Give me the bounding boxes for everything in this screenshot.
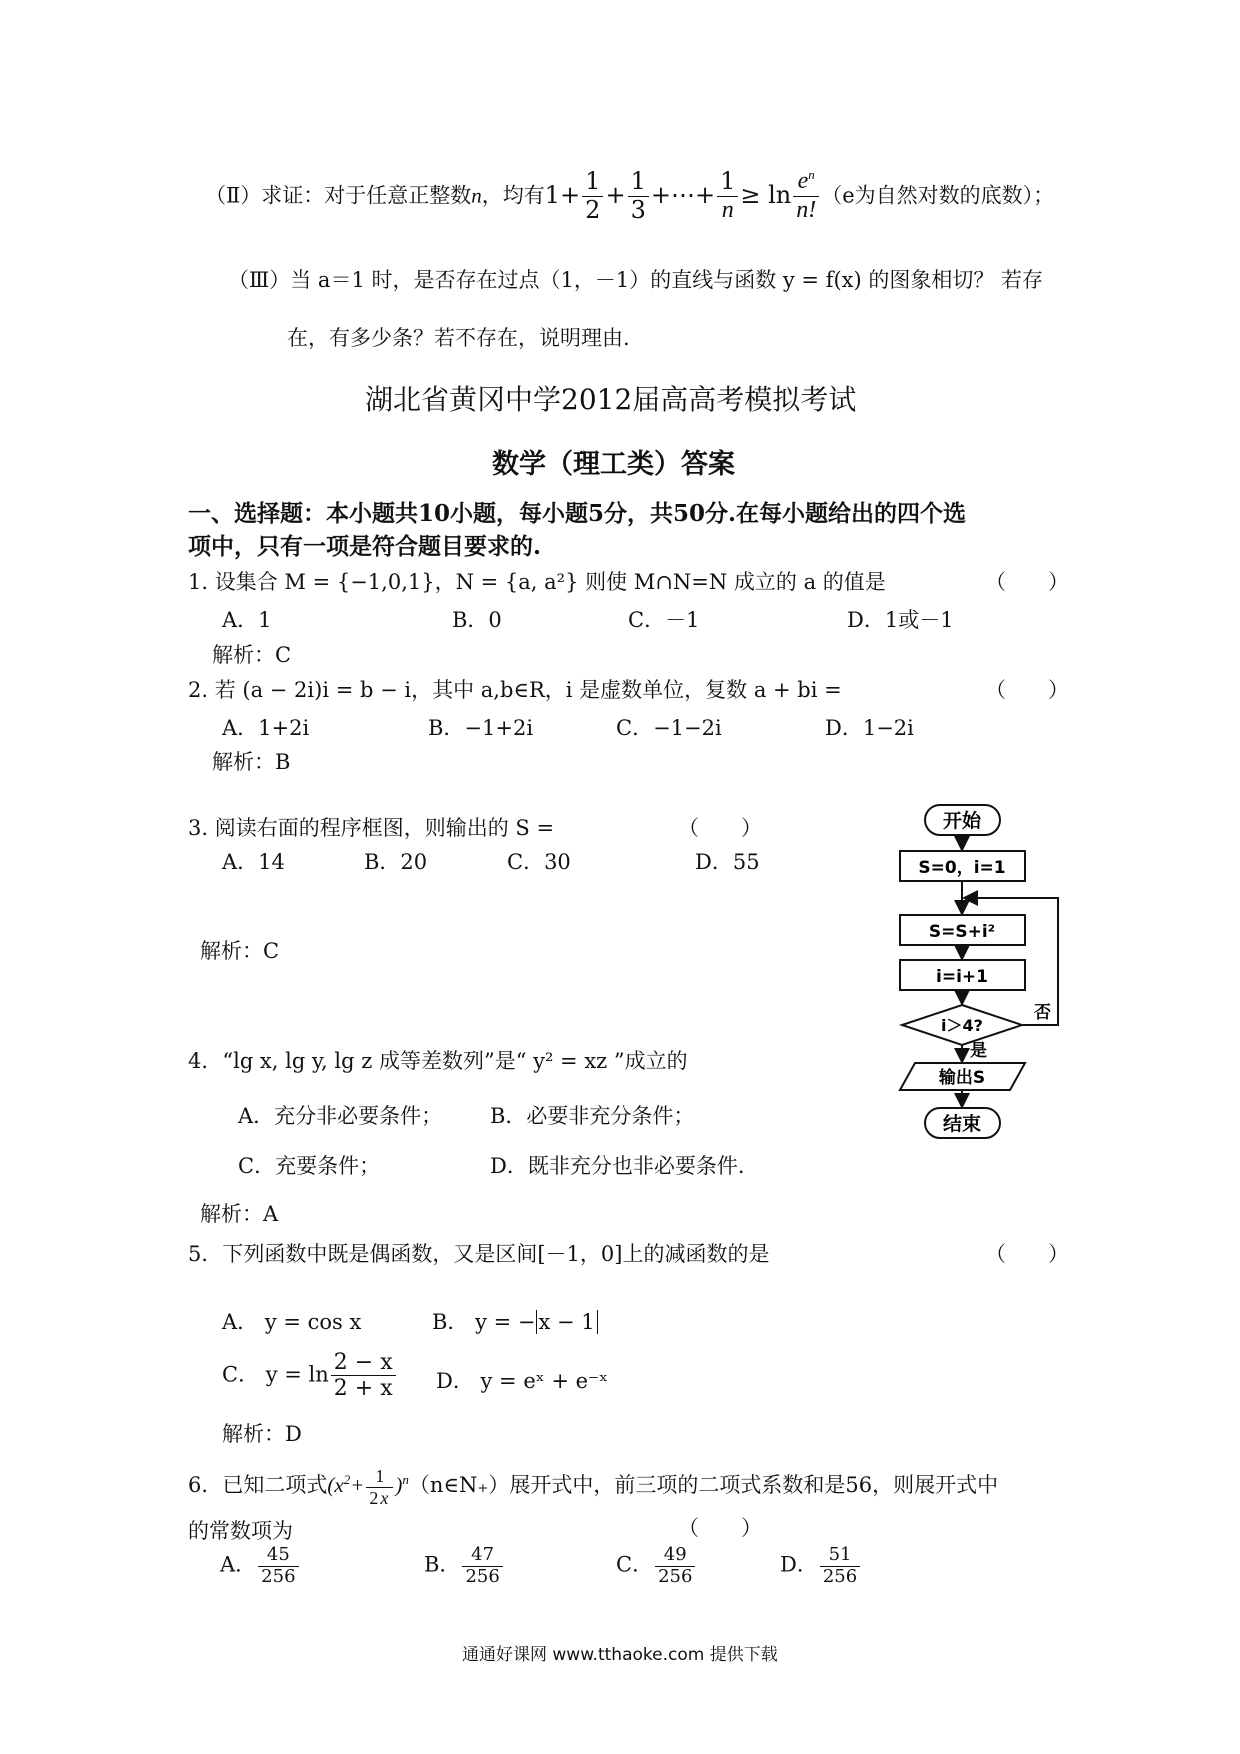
q4-option-c: C．充要条件； [238,1154,381,1178]
flow-no-label: 否 [1034,1003,1051,1023]
q2-answer: 解析：B [212,750,291,774]
q6-stem-suffix: （n∈N₊）展开式中，前三项的二项式系数和是56，则展开式中 [408,1473,999,1497]
q6-stem-prefix: 6．已知二项式 [188,1473,328,1497]
q6-binomial: ($x^2+$ $\frac{1}{2 x}$ )$^n$ [327,1466,409,1508]
svg-text:S=S+i²: S=S+i² [928,922,996,942]
svg-text:i=i+1: i=i+1 [936,967,988,987]
flow-start [925,805,1000,835]
q5-option-a: A． y = cos x [222,1310,362,1334]
q6-stem [188,1455,998,1510]
q2-option-b: B．−1+2i [428,716,534,740]
page-footer: 通通好课网 www.tthaoke.com 提供下载 [462,1645,778,1665]
svg-text:S=0，i=1: S=0，i=1 [918,858,1006,878]
section-heading-line2: 项中，只有一项是符合题目要求的. [188,533,542,560]
q2-stem: 2. 若 (a − 2i)i = b − i，其中 a,b∈R，i 是虚数单位，复数 a + bi = [188,678,842,702]
q3-option-b: B．20 [364,850,428,874]
q5-option-b-prefix: B． y = − [432,1310,536,1334]
part2-line [205,168,1054,224]
flow-update-s [900,915,1025,945]
q1-option-c: C．－1 [628,608,700,632]
page-subtitle: 数学（理工类）答案 [492,449,735,480]
q4-option-b: B．必要非充分条件； [490,1104,695,1128]
flowchart [880,800,1080,1170]
q6-option-b: B． $\frac{47}{256}$ [424,1545,505,1587]
q5-option-c [222,1350,398,1402]
q5-option-c-prefix: C． y = ln [222,1362,329,1387]
q5-paren: （ ） [985,1242,1069,1266]
q5-option-d: D． y = eˣ + e⁻ˣ [436,1369,609,1393]
q5-option-c-den: 2 + x [333,1376,393,1402]
q3-paren: （ ） [678,816,762,840]
q2-paren: （ ） [985,678,1069,702]
page-title: 湖北省黄冈中学2012届高高考模拟考试 [365,383,857,416]
q2-option-a: A．1+2i [222,716,310,740]
svg-text:结束: 结束 [942,1113,982,1135]
q4-option-a: A．充分非必要条件； [238,1104,443,1128]
flow-condition [902,1005,1022,1045]
flow-update-i [900,960,1025,990]
q5-option-b [432,1306,598,1336]
part2-n: n [471,183,482,208]
flow-init [900,851,1025,881]
part2-suffix: （e为自然对数的底数）； [821,183,1055,208]
q3-answer: 解析：C [200,939,280,963]
part2-prefix: （Ⅱ）求证：对于任意正整数 [205,183,472,208]
q3-option-d: D．55 [695,850,760,874]
q3-option-c: C．30 [507,850,571,874]
part3-line1: （Ⅲ）当 a＝1 时，是否存在过点（1，－1）的直线与函数 y = f(x) 的图象相切？ 若存 [228,268,1044,292]
q5-answer: 解析：D [222,1422,302,1446]
q4-option-d: D．既非充分也非必要条件. [490,1154,745,1178]
q1-option-a: A．1 [222,608,272,632]
q2-option-c: C．−1−2i [616,716,722,740]
svg-text:i＞4?: i＞4? [941,1016,983,1035]
q1-answer: 解析：C [212,643,292,667]
q1-paren: （ ） [985,570,1069,594]
svg-text:输出S: 输出S [938,1068,986,1088]
section-heading-line1: 一、选择题：本小题共10小题，每小题5分，共50分.在每小题给出的四个选 [188,500,967,527]
q4-stem: 4．“lg x, lg y, lg z 成等差数列”是“ y² = xz ”成立的 [188,1049,688,1073]
q1-option-d: D．1或－1 [847,608,954,632]
flow-output [900,1063,1025,1090]
q2-option-d: D．1−2i [825,716,914,740]
q6-option-d: D． $\frac{51}{256}$ [780,1545,862,1587]
q6-option-c: C． $\frac{49}{256}$ [616,1545,697,1587]
svg-text:开始: 开始 [942,810,982,832]
q3-option-a: A．14 [222,850,285,874]
q6-paren: （ ） [678,1516,762,1540]
q5-stem: 5．下列函数中既是偶函数，又是区间[－1，0]上的减函数的是 [188,1242,770,1266]
part2-formula: 1+ $\frac{1}{2}$ + $\frac{1}{3}$ +⋯+ $\frac{1}{n}$ ≥ ln $\frac{e^n}{n!}$ [545,181,821,209]
q1-stem: 1. 设集合 M = {−1,0,1}，N = {a, a²} 则使 M∩N=N 成立的 a 的值是 [188,570,886,594]
part3-line2: 在，有多少条？若不存在，说明理由. [287,326,630,350]
q6-stem-line2: 的常数项为 [188,1519,293,1543]
q3-stem: 3. 阅读右面的程序框图，则输出的 S = [188,816,555,840]
part2-mid: ，均有 [481,183,545,208]
flow-end [925,1108,1000,1138]
q4-answer: 解析：A [200,1202,279,1226]
q5-option-b-abs: x − 1 [536,1310,598,1334]
flow-yes-label: 是 [970,1041,987,1061]
q6-option-a: A． $\frac{45}{256}$ [220,1545,301,1587]
q1-option-b: B．0 [452,608,502,632]
q5-option-c-num: 2 − x [331,1350,396,1376]
